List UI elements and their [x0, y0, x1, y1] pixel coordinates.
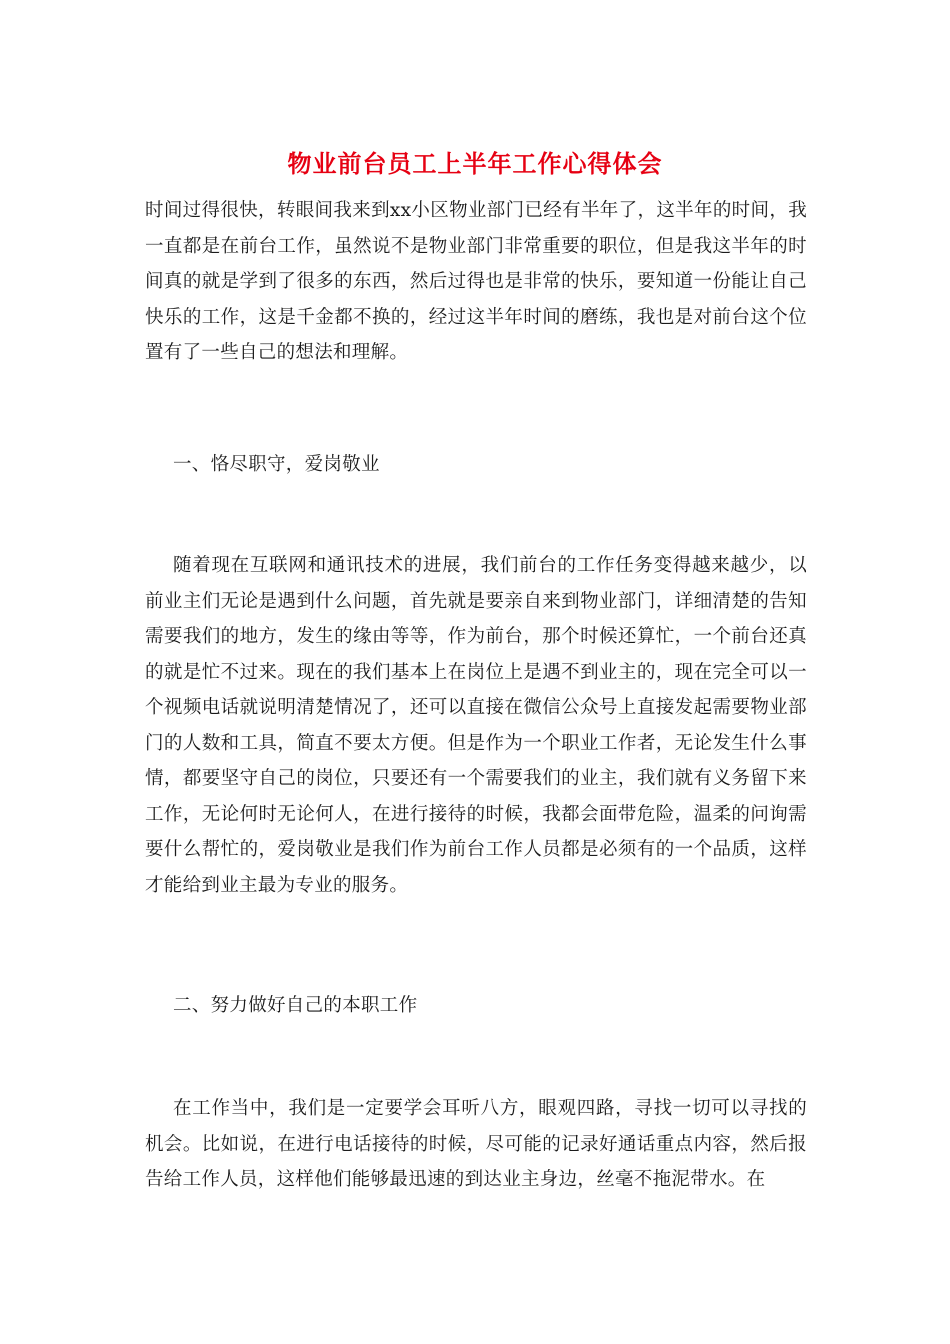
- section-body-2: 在工作当中，我们是一定要学会耳听八方，眼观四路，寻找一切可以寻找的机会。比如说，在进行电话接待的时候，尽可能的记录好通话重点内容，然后报告给工作人员，这样他们能够最迅速的到达业主身边，丝毫不拖泥带水。在: [145, 1098, 807, 1190]
- section-heading-1: 一、恪尽职守，爱岗敬业: [173, 454, 380, 475]
- document-title: 物业前台员工上半年工作心得体会: [287, 150, 663, 178]
- intro-paragraph: 时间过得很快，转眼间我来到xx小区物业部门已经有半年了，这半年的时间，我一直都是在前台工作，虽然说不是物业部门非常重要的职位，但是我这半年的时间真的就是学到了很多的东西，然后过得也是非常的快乐，要知道一份能让自己快乐的工作，这是千金都不换的，经过这半年时间的磨练，我也是对前台这个位置有了一些自己的想法和理解。: [145, 200, 807, 363]
- section-heading-2: 二、努力做好自己的本职工作: [173, 995, 418, 1016]
- section-body-1: 随着现在互联网和通讯技术的进展，我们前台的工作任务变得越来越少，以前业主们无论是遇到什么问题，首先就是要亲自来到物业部门，详细清楚的告知需要我们的地方，发生的缘由等等，作为前台，那个时候还算忙，一个前台还真的就是忙不过来。现在的我们基本上在岗位上是遇不到业主的，现在完全可以一个视频电话就说明清楚情况了，还可以直接在微信公众号上直接发起需要物业部门的人数和工具，简直不要太方便。但是作为一个职业工作者，无论发生什么事情，都要坚守自己的岗位，只要还有一个需要我们的业主，我们就有义务留下来工作，无论何时无论何人，在进行接待的时候，我都会面带危险，温柔的问询需要什么帮忙的，爱岗敬业是我们作为前台工作人员都是必须有的一个品质，这样才能给到业主最为专业的服务。: [145, 555, 807, 896]
